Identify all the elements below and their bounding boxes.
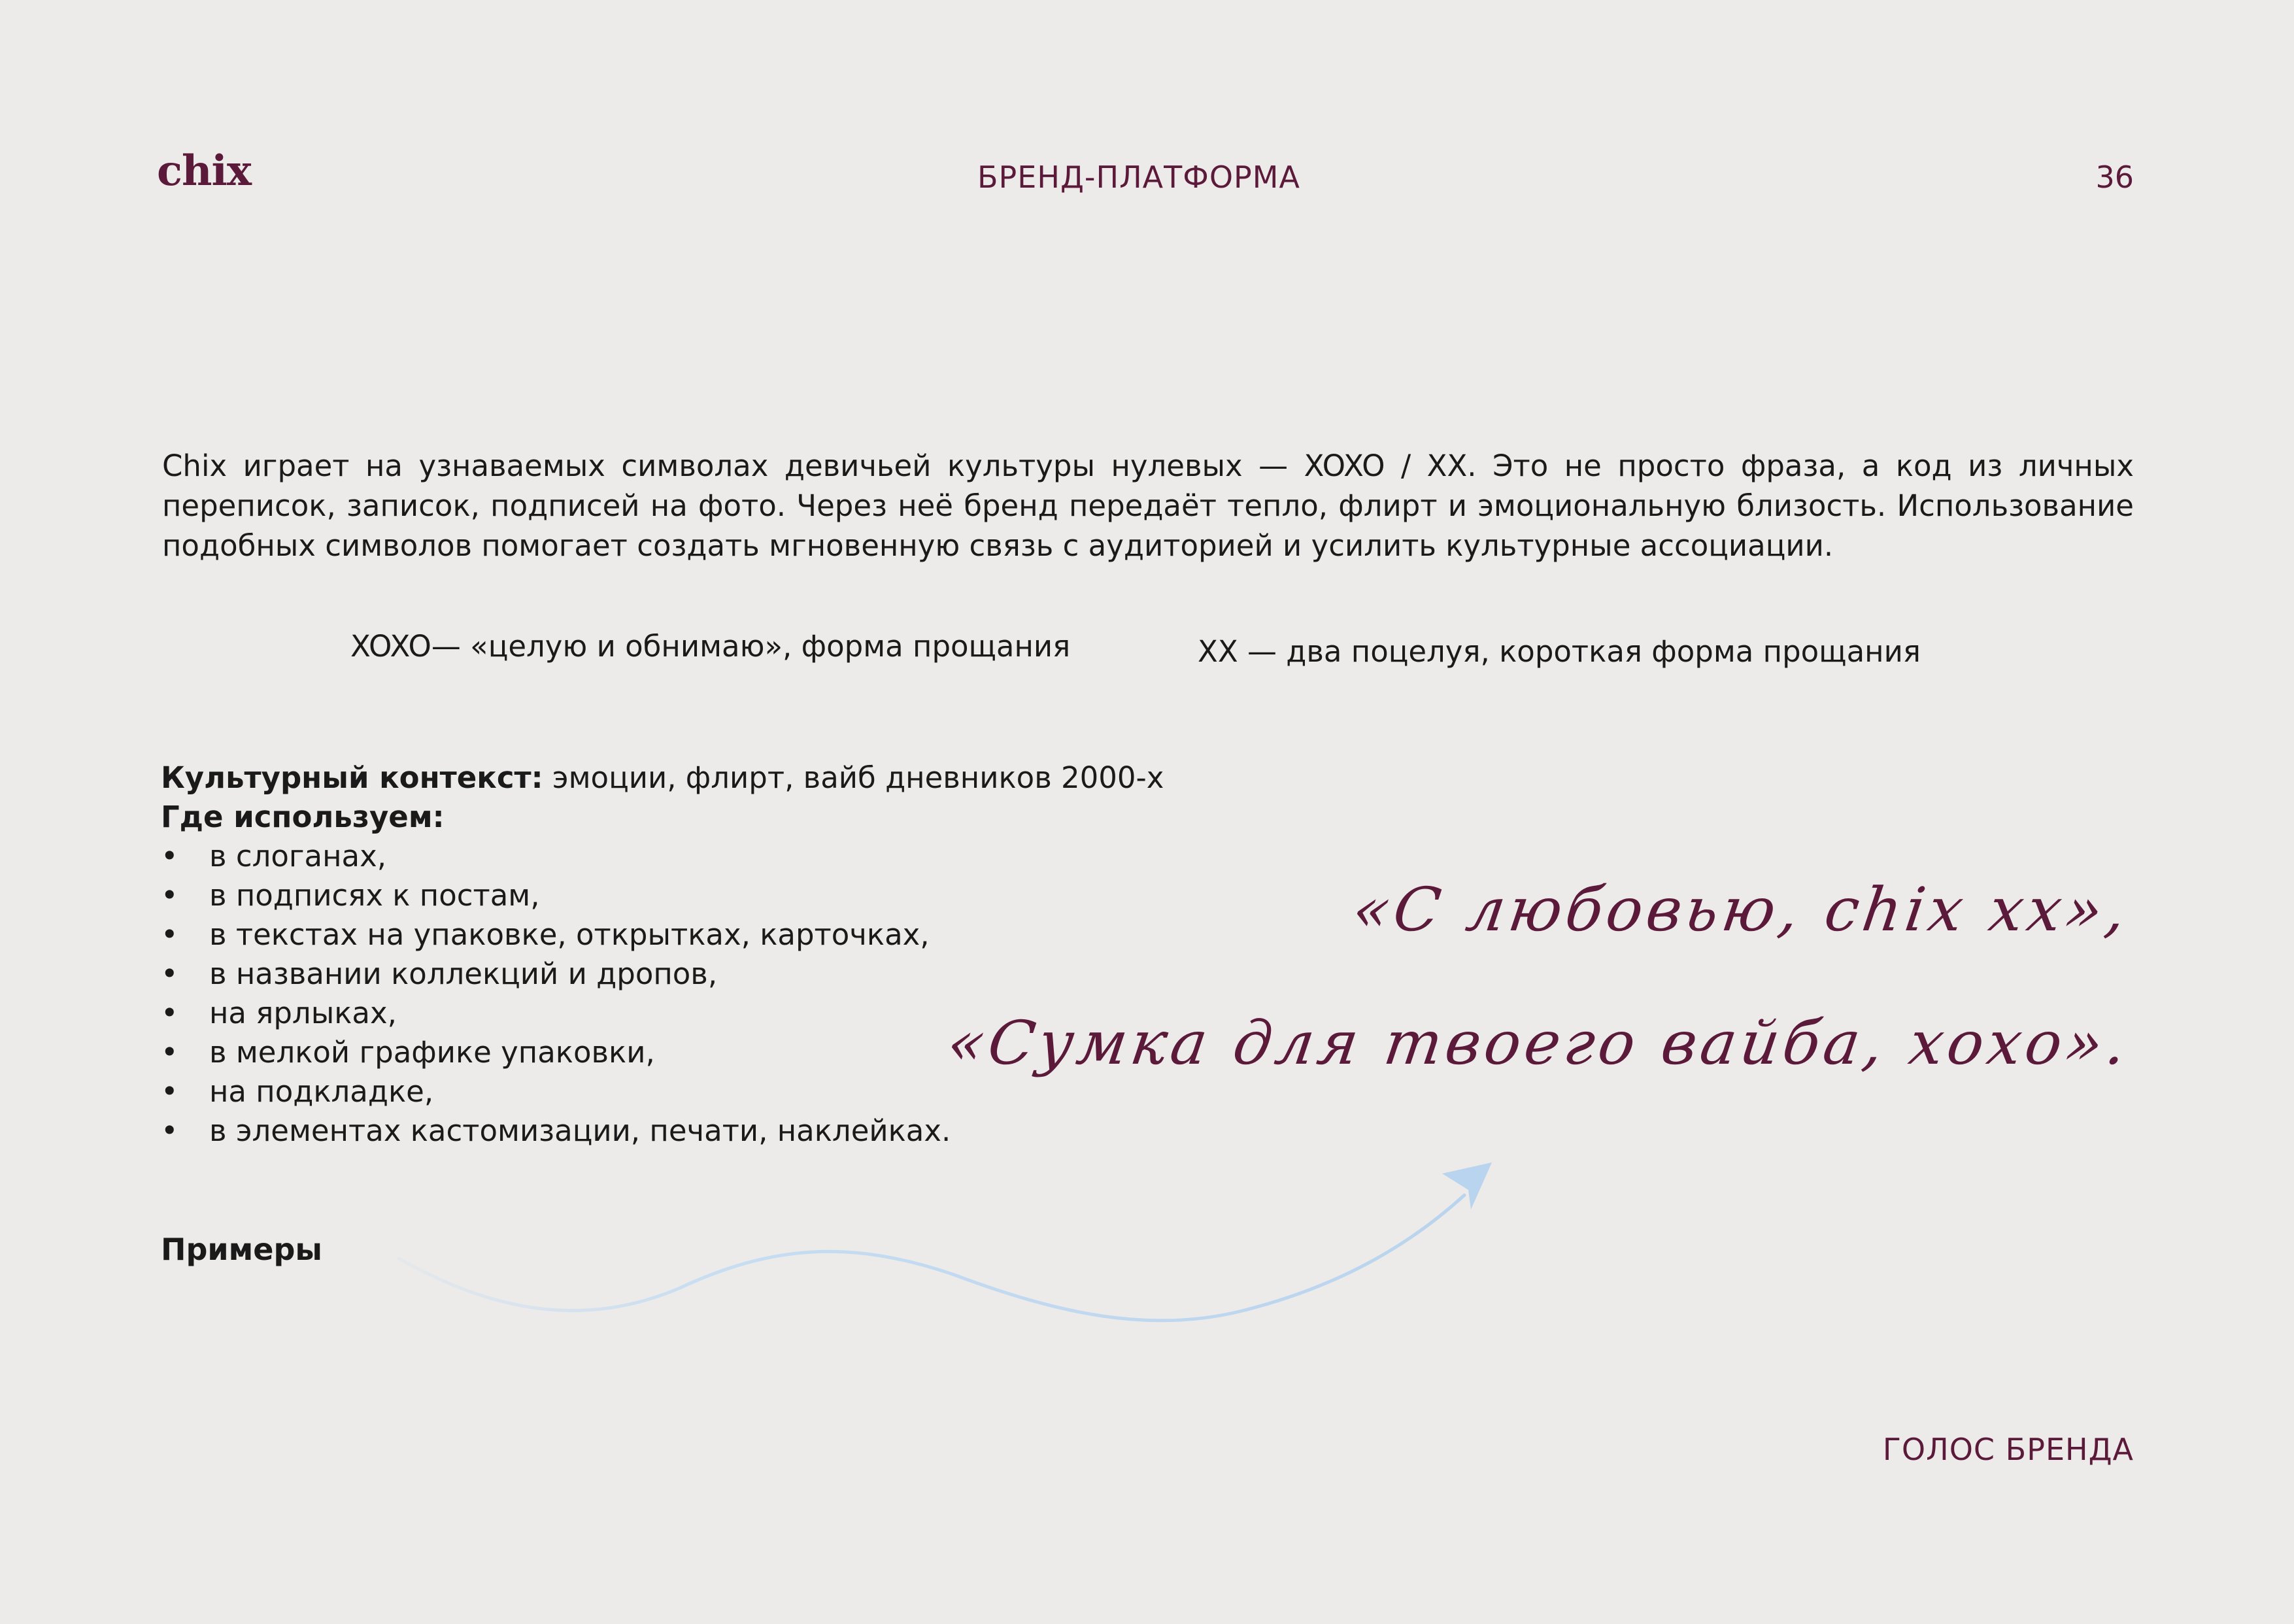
page-number: 36 [2095, 160, 2134, 195]
usage-heading: Где используем: [161, 800, 445, 834]
example-slogan-1: «С любовью, chix xx», [1348, 875, 2134, 945]
example-slogan-2: «Сумка для твоего вайба, xoxo». [943, 1008, 2134, 1078]
list-item: • в названии коллекций и дропов, [161, 955, 951, 994]
cultural-context-label: Культурный контекст: [161, 760, 543, 795]
list-item: • на ярлыках, [161, 994, 951, 1033]
cultural-context-value: эмоции, флирт, вайб дневников 2000-х [543, 760, 1164, 795]
examples-label: Примеры [161, 1232, 322, 1267]
list-item: • в мелкой графике упаковки, [161, 1033, 951, 1072]
brand-logo: chix [157, 146, 251, 195]
list-item: • в текстах на упаковке, открытках, карточках, [161, 915, 951, 955]
list-item: • на подкладке, [161, 1072, 951, 1111]
definition-xoxo: XOXO— «целую и обнимаю», форма прощания [350, 629, 1071, 664]
intro-paragraph: Chix играет на узнаваемых символах девичьей культуры нулевых — XOXO / XX. Это не просто фраза, а код из личных переписок, записок, подписей на фото. Через неё бренд передаёт тепло, флирт и эмоциональную близость. Использование подобных символов помогает создать мгновенную связь с аудиторией и усилить культурные ассоциации. [162, 448, 2134, 563]
footer-section-label: ГОЛОС БРЕНДА [1882, 1432, 2134, 1467]
list-item: • в подписях к постам, [161, 876, 951, 915]
definition-xx: XX — два поцелуя, короткая форма прощания [1198, 634, 1921, 669]
list-item: • в слоганах, [161, 837, 951, 876]
section-title: БРЕНД-ПЛАТФОРМА [977, 160, 1300, 195]
list-item: • в элементах кастомизации, печати, наклейках. [161, 1111, 951, 1151]
